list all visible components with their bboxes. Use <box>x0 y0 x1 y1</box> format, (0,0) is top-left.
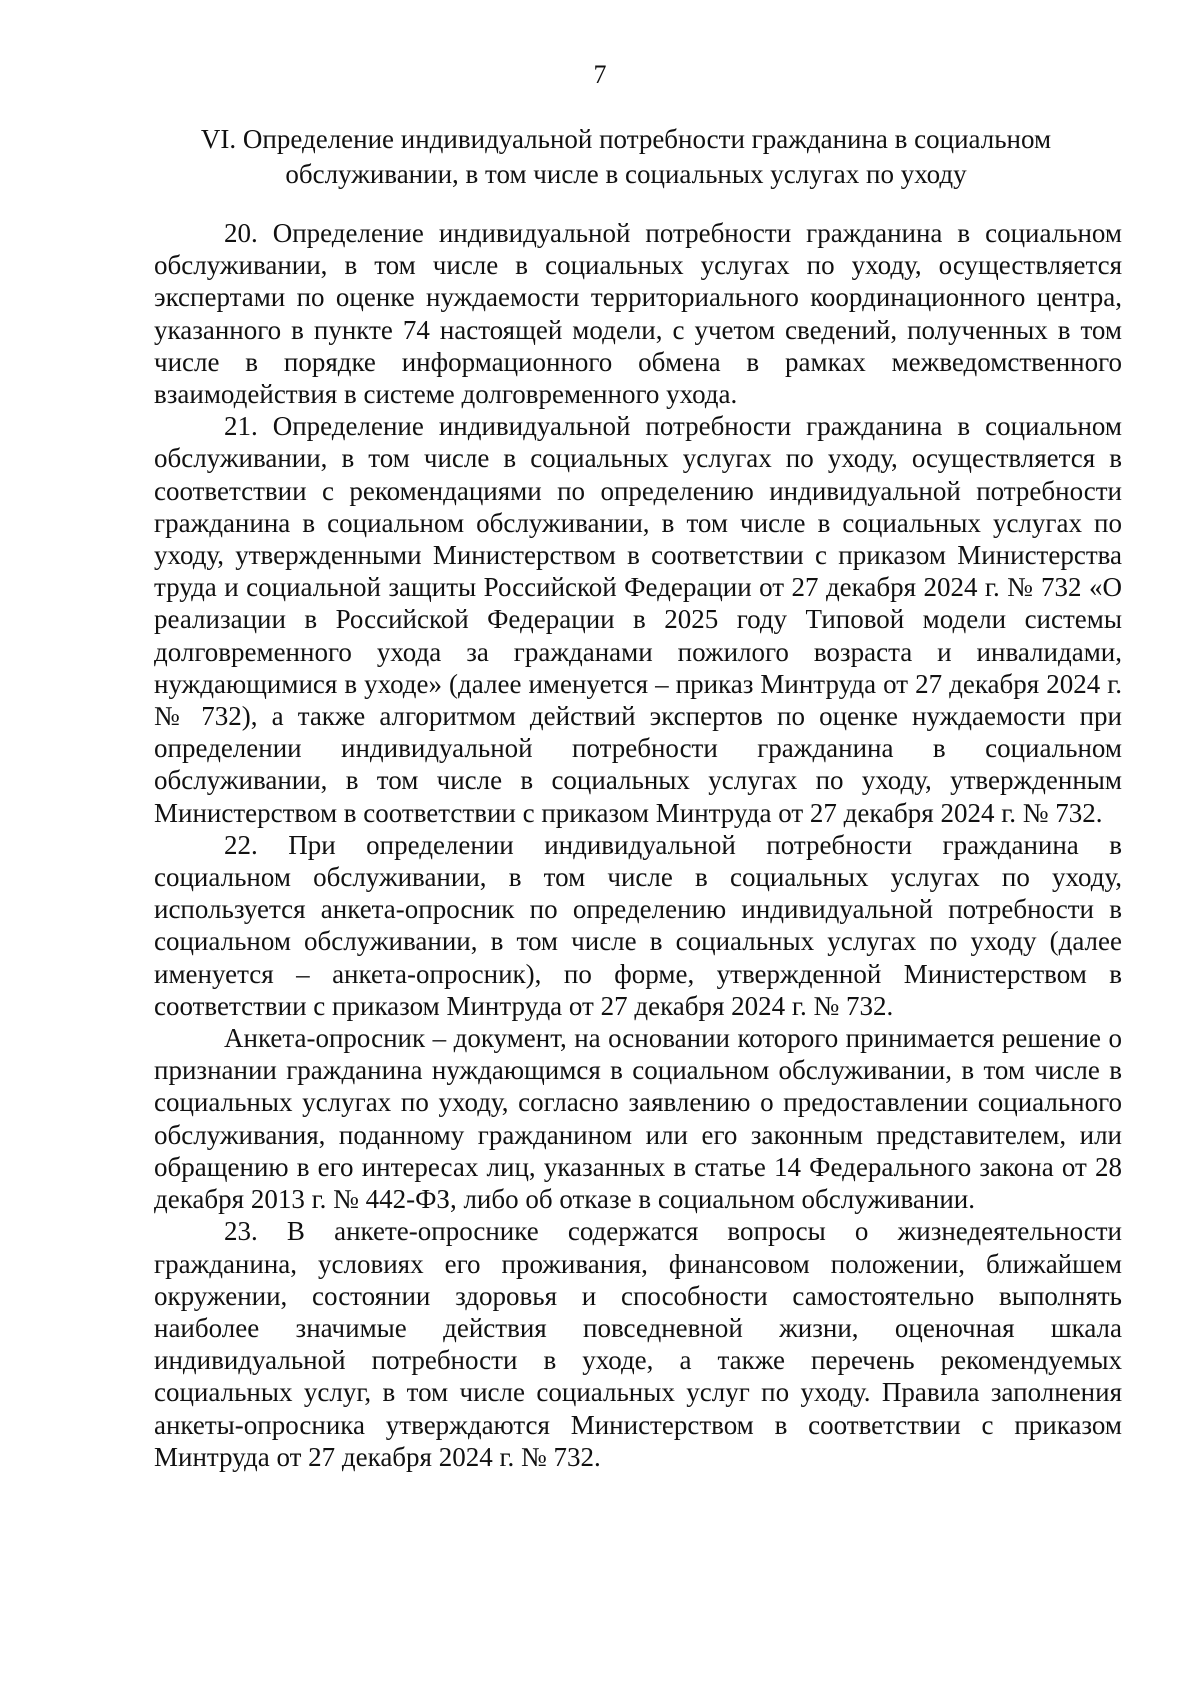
document-body <box>154 217 1122 1473</box>
paragraph-21: 21. Определение индивидуальной потребности гражданина в социальном обслуживании, в том числе в социальных услугах по уходу, осуществляется в соответствии с рекомендациями по определению индивидуальной потребности гражданина в социальном обслуживании, в том числе в социальных услугах по уходу, утвержденными Министерством в соответствии с приказом Министерства труда и социальной защиты Российской Федерации от 27 декабря 2024 г. № 732 «О реализации в Российской Федерации в 2025 году Типовой модели системы долговременного ухода за гражданами пожилого возраста и инвалидами, нуждающимися в уходе» (далее именуется – приказ Минтруда от 27 декабря 2024 г. № 732), а также алгоритмом действий экспертов по оценке нуждаемости при определении индивидуальной потребности гражданина в социальном обслуживании, в том числе в социальных услугах по уходу, утвержденным Министерством в соответствии с приказом Минтруда от 27 декабря 2024 г. № 732. <box>154 411 1122 828</box>
paragraph-23: 23. В анкете-опроснике содержатся вопросы о жизнедеятельности гражданина, условиях его проживания, финансовом положении, ближайшем окружении, состоянии здоровья и способности самостоятельно выполнять наиболее значимые действия повседневной жизни, оценочная шкала индивидуальной потребности в уходе, а также перечень рекомендуемых социальных услуг, в том числе социальных услуг по уходу. Правила заполнения анкеты-опросника утверждаются Министерством в соответствии с приказом Минтруда от 27 декабря 2024 г. № 732. <box>154 1216 1122 1472</box>
section-title-line-1: VI. Определение индивидуальной потребности гражданина в социальном <box>200 124 1052 154</box>
paragraph-20: 20. Определение индивидуальной потребности гражданина в социальном обслуживании, в том числе в социальных услугах по уходу, осуществляется экспертами по оценке нуждаемости территориального координационного центра, указанного в пункте 74 настоящей модели, с учетом сведений, полученных в том числе в порядке информационного обмена в рамках межведомственного взаимодействия в системе долговременного ухода. <box>154 218 1122 410</box>
section-title-line-2: обслуживании, в том числе в социальных услугах по уходу <box>285 159 967 189</box>
page-number: 7 <box>593 60 607 89</box>
paragraph-22: 22. При определении индивидуальной потребности гражданина в социальном обслуживании, в том числе в социальных услугах по уходу, используется анкета-опросник по определению индивидуальной потребности в социальном обслуживании, в том числе в социальных услугах по уходу (далее именуется – анкета-опросник), по форме, утвержденной Министерством в соответствии с приказом Минтруда от 27 декабря 2024 г. № 732. <box>154 829 1122 1021</box>
paragraph-questionnaire-definition: Анкета-опросник – документ, на основании которого принимается решение о признании гражданина нуждающимся в социальном обслуживании, в том числе в социальных услугах по уходу, согласно заявлению о предоставлении социального обслуживания, поданному гражданином или его законным представителем, или обращению в его интересах лиц, указанных в статье 14 Федерального закона от 28 декабря 2013 г. № 442-ФЗ, либо об отказе в социальном обслуживании. <box>154 1023 1122 1215</box>
section-title <box>160 122 1092 192</box>
